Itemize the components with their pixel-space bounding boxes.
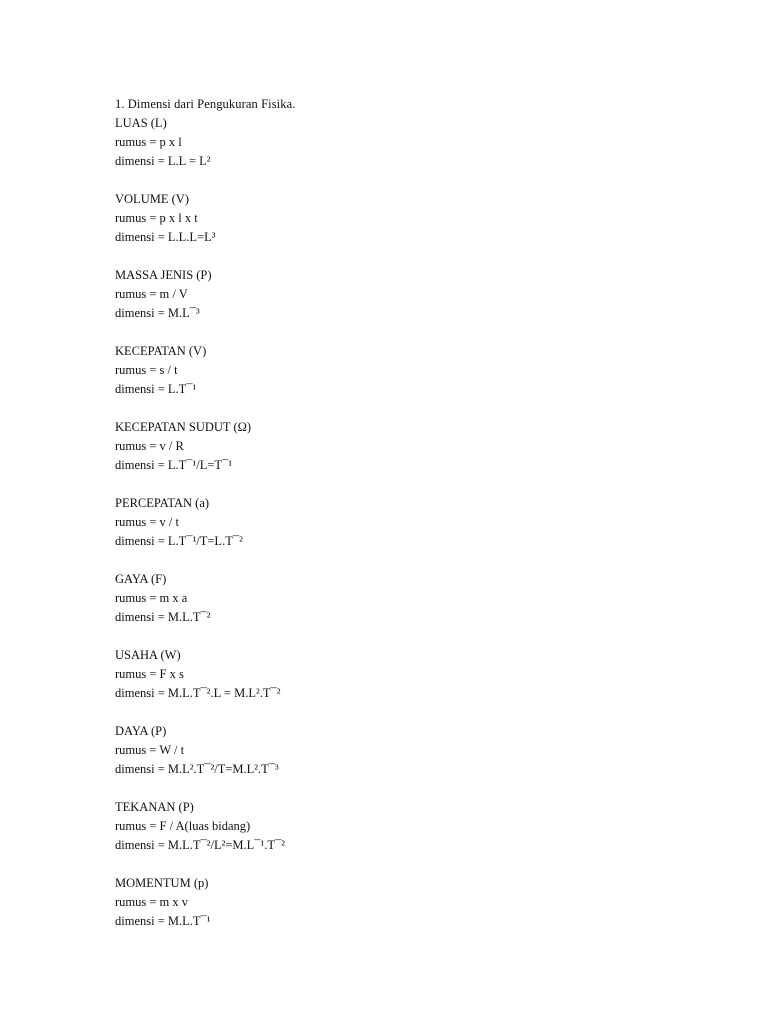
- section-title: MASSA JENIS (P): [115, 268, 212, 282]
- section-usaha: [115, 646, 715, 703]
- document-body: [115, 95, 715, 931]
- section-rumus: rumus = m x a: [115, 591, 188, 605]
- section-title: DAYA (P): [115, 724, 167, 738]
- section-title: KECEPATAN (V): [115, 344, 207, 358]
- section-rumus: rumus = p x l: [115, 135, 182, 149]
- section-dimensi: dimensi = L.T¯¹/T=L.T¯²: [115, 534, 243, 548]
- section-title: VOLUME (V): [115, 192, 189, 206]
- section-momentum: [115, 874, 715, 931]
- section-title: GAYA (F): [115, 572, 167, 586]
- section-tekanan: [115, 798, 715, 855]
- section-dimensi: dimensi = L.L.L=L³: [115, 230, 216, 244]
- section-rumus: rumus = m x v: [115, 895, 189, 909]
- section-dimensi: dimensi = M.L.T¯².L = M.L².T¯²: [115, 686, 281, 700]
- section-rumus: rumus = p x l x t: [115, 211, 198, 225]
- section-kecepatan-sudut: [115, 418, 715, 475]
- section-rumus: rumus = F / A(luas bidang): [115, 819, 251, 833]
- section-rumus: rumus = F x s: [115, 667, 184, 681]
- section-massa-jenis: [115, 266, 715, 323]
- section-rumus: rumus = W / t: [115, 743, 185, 757]
- section-title: MOMENTUM (p): [115, 876, 209, 890]
- section-volume: [115, 190, 715, 247]
- section-daya: [115, 722, 715, 779]
- section-dimensi: dimensi = L.L = L²: [115, 154, 211, 168]
- section-title: TEKANAN (P): [115, 800, 194, 814]
- section-dimensi: dimensi = M.L.T¯²/L²=M.L¯¹.T¯²: [115, 838, 286, 852]
- section-dimensi: dimensi = M.L².T¯²/T=M.L².T¯³: [115, 762, 279, 776]
- section-title: KECEPATAN SUDUT (Ω): [115, 420, 252, 434]
- section-percepatan: [115, 494, 715, 551]
- section-rumus: rumus = s / t: [115, 363, 178, 377]
- section-dimensi: dimensi = L.T¯¹: [115, 382, 197, 396]
- section-kecepatan: [115, 342, 715, 399]
- section-dimensi: dimensi = M.L¯³: [115, 306, 200, 320]
- section-luas: [115, 114, 715, 171]
- section-title: USAHA (W): [115, 648, 181, 662]
- section-rumus: rumus = v / t: [115, 515, 179, 529]
- section-dimensi: dimensi = M.L.T¯¹: [115, 914, 211, 928]
- section-rumus: rumus = v / R: [115, 439, 184, 453]
- section-rumus: rumus = m / V: [115, 287, 188, 301]
- section-title: LUAS (L): [115, 116, 167, 130]
- section-gaya: [115, 570, 715, 627]
- section-dimensi: dimensi = L.T¯¹/L=T¯¹: [115, 458, 233, 472]
- section-dimensi: dimensi = M.L.T¯²: [115, 610, 211, 624]
- document-heading: 1. Dimensi dari Pengukuran Fisika.: [115, 97, 296, 111]
- section-title: PERCEPATAN (a): [115, 496, 210, 510]
